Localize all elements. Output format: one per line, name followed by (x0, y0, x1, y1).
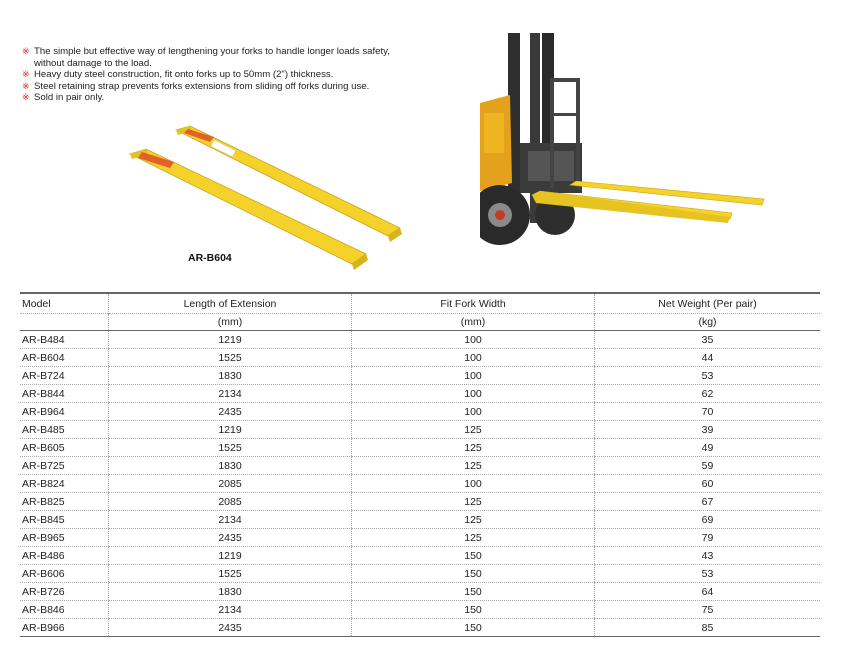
cell-model: AR-B726 (20, 583, 109, 601)
cell-net-weight: 44 (595, 349, 821, 367)
cell-fork-width: 125 (352, 457, 595, 475)
cell-fork-width: 150 (352, 619, 595, 637)
cell-model: AR-B485 (20, 421, 109, 439)
cell-net-weight: 59 (595, 457, 821, 475)
table-row (20, 475, 820, 493)
cell-model: AR-B605 (20, 439, 109, 457)
table-row (20, 565, 820, 583)
cell-model: AR-B825 (20, 493, 109, 511)
bullet-icon: ※ (22, 46, 30, 56)
bullet-icon: ※ (22, 80, 30, 91)
unit-length: (mm) (109, 314, 352, 331)
cell-net-weight: 64 (595, 583, 821, 601)
unit-net-weight: (kg) (595, 314, 821, 331)
spec-table-body (20, 331, 820, 637)
table-row (20, 385, 820, 403)
cell-net-weight: 75 (595, 601, 821, 619)
bullet-icon: ※ (22, 92, 30, 103)
cell-model: AR-B846 (20, 601, 109, 619)
cell-model: AR-B844 (20, 385, 109, 403)
fork-extensions-image (118, 118, 418, 288)
table-row (20, 457, 820, 475)
cell-fork-width: 125 (352, 439, 595, 457)
feature-text: Sold in pair only. (34, 92, 105, 104)
cell-net-weight: 39 (595, 421, 821, 439)
cell-net-weight: 49 (595, 439, 821, 457)
cell-model: AR-B725 (20, 457, 109, 475)
cell-model: AR-B606 (20, 565, 109, 583)
cell-length: 2085 (109, 493, 352, 511)
table-row (20, 421, 820, 439)
cell-fork-width: 150 (352, 565, 595, 583)
table-row (20, 547, 820, 565)
fork-extension-front (130, 149, 368, 270)
cell-model: AR-B845 (20, 511, 109, 529)
cell-fork-width: 150 (352, 547, 595, 565)
cell-length: 2435 (109, 529, 352, 547)
cell-length: 1219 (109, 547, 352, 565)
feature-text: The simple but effective way of lengthening your forks to handle longer loads safety, without damage to the load. (34, 46, 390, 69)
table-row (20, 349, 820, 367)
spec-table (20, 292, 820, 637)
cell-model: AR-B964 (20, 403, 109, 421)
cell-fork-width: 125 (352, 529, 595, 547)
cell-fork-width: 125 (352, 493, 595, 511)
cell-length: 2435 (109, 403, 352, 421)
cell-length: 1525 (109, 349, 352, 367)
cell-length: 1830 (109, 583, 352, 601)
cell-model: AR-B965 (20, 529, 109, 547)
product-caption: AR-B604 (188, 252, 232, 264)
feature-item (22, 92, 402, 104)
header-model: Model (20, 293, 109, 314)
cell-model: AR-B604 (20, 349, 109, 367)
cell-length: 1830 (109, 457, 352, 475)
cell-model: AR-B724 (20, 367, 109, 385)
header-length: Length of Extension (109, 293, 352, 314)
cell-fork-width: 100 (352, 367, 595, 385)
feature-list (22, 46, 402, 104)
cell-length: 2435 (109, 619, 352, 637)
cell-net-weight: 67 (595, 493, 821, 511)
cell-fork-width: 100 (352, 403, 595, 421)
cell-net-weight: 53 (595, 565, 821, 583)
cell-model: AR-B966 (20, 619, 109, 637)
cell-net-weight: 62 (595, 385, 821, 403)
cell-fork-width: 100 (352, 349, 595, 367)
cell-net-weight: 79 (595, 529, 821, 547)
table-row (20, 493, 820, 511)
cell-fork-width: 100 (352, 331, 595, 349)
cell-fork-width: 100 (352, 475, 595, 493)
cell-length: 1525 (109, 565, 352, 583)
cell-net-weight: 35 (595, 331, 821, 349)
cell-net-weight: 70 (595, 403, 821, 421)
cell-length: 1219 (109, 331, 352, 349)
header-row (20, 293, 820, 314)
units-row (20, 314, 820, 331)
table-row (20, 439, 820, 457)
cell-length: 2085 (109, 475, 352, 493)
feature-item (22, 69, 402, 81)
unit-fork-width: (mm) (352, 314, 595, 331)
cell-length: 1525 (109, 439, 352, 457)
cell-net-weight: 43 (595, 547, 821, 565)
feature-item (22, 46, 402, 69)
table-row (20, 601, 820, 619)
table-row (20, 403, 820, 421)
table-row (20, 511, 820, 529)
table-row (20, 583, 820, 601)
cell-fork-width: 150 (352, 583, 595, 601)
cell-net-weight: 53 (595, 367, 821, 385)
table-row (20, 529, 820, 547)
cell-model: AR-B484 (20, 331, 109, 349)
feature-item (22, 81, 402, 93)
feature-text: Heavy duty steel construction, fit onto forks up to 50mm (2") thickness. (34, 69, 334, 81)
table-row (20, 367, 820, 385)
table-row (20, 331, 820, 349)
cell-net-weight: 85 (595, 619, 821, 637)
bullet-icon: ※ (22, 69, 30, 80)
cell-model: AR-B824 (20, 475, 109, 493)
cell-model: AR-B486 (20, 547, 109, 565)
cell-net-weight: 69 (595, 511, 821, 529)
cell-fork-width: 150 (352, 601, 595, 619)
header-fork-width: Fit Fork Width (352, 293, 595, 314)
header-net-weight: Net Weight (Per pair) (595, 293, 821, 314)
cell-net-weight: 60 (595, 475, 821, 493)
cell-length: 1830 (109, 367, 352, 385)
cell-fork-width: 125 (352, 421, 595, 439)
forklift-photo (480, 33, 770, 250)
table-row (20, 619, 820, 637)
cell-length: 2134 (109, 511, 352, 529)
cell-fork-width: 100 (352, 385, 595, 403)
feature-text: Steel retaining strap prevents forks extensions from sliding off forks during use. (34, 80, 370, 92)
cell-fork-width: 125 (352, 511, 595, 529)
unit-model (20, 314, 109, 331)
cell-length: 1219 (109, 421, 352, 439)
cell-length: 2134 (109, 385, 352, 403)
cell-length: 2134 (109, 601, 352, 619)
